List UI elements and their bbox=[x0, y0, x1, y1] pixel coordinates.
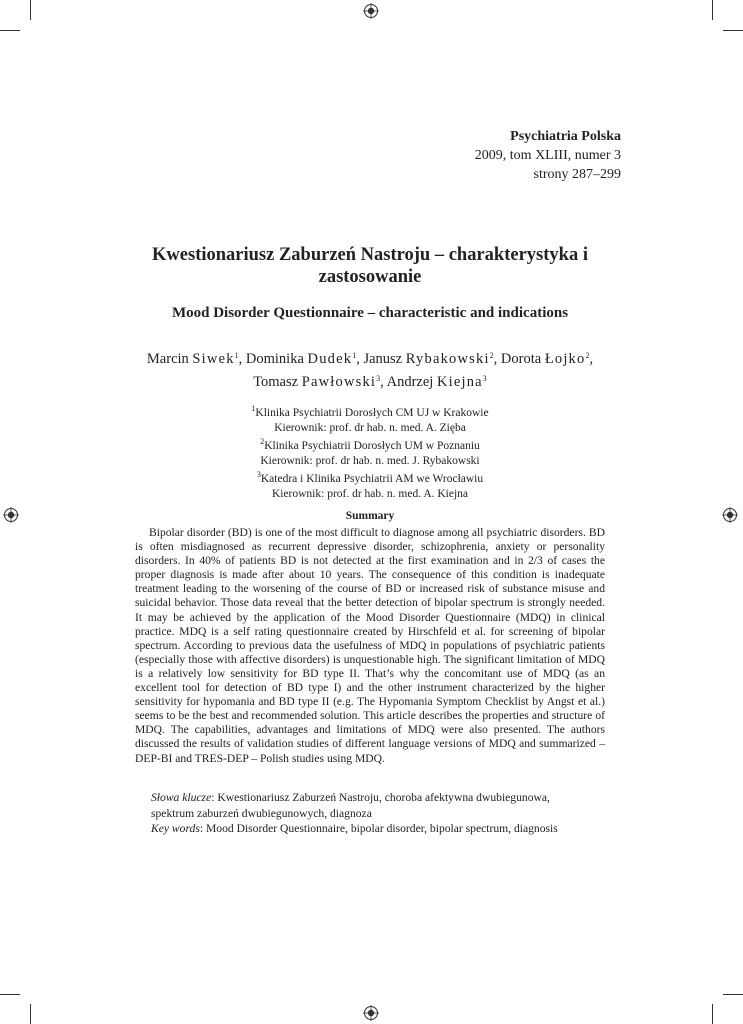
affiliation-name: $^3$Katedra i Klinika Psychiatrii AM we Wrocławiu bbox=[256, 470, 484, 485]
registration-target-icon bbox=[3, 507, 19, 523]
crop-mark bbox=[712, 1004, 713, 1024]
crop-mark bbox=[723, 994, 743, 995]
affiliation-name: $^1$Klinika Psychiatrii Dorosłych CM UJ w Krakowie bbox=[251, 404, 489, 419]
keywords-polish: Słowa klucze: Kwestionariusz Zaburzeń Nastroju, choroba afektywna dwubiegunowa, bbox=[151, 791, 550, 804]
article-subtitle: Mood Disorder Questionnaire – characteristic and indications bbox=[171, 305, 569, 321]
author: Dominika Dudek$^1$ bbox=[245, 351, 357, 367]
crop-mark bbox=[0, 30, 20, 31]
journal-header bbox=[475, 127, 621, 184]
author: Tomasz Pawłowski$^3$ bbox=[253, 374, 381, 390]
affiliations bbox=[170, 402, 570, 501]
author: Marcin Siwek$^1$ bbox=[146, 351, 239, 367]
keywords-polish-cont: spektrum zaburzeń dwubiegunowych, diagnoza bbox=[151, 806, 372, 820]
registration-target-icon bbox=[363, 1005, 379, 1021]
crop-mark bbox=[723, 30, 743, 31]
article-title: Kwestionariusz Zaburzeń Nastroju – charakterystyka i zastosowanie bbox=[152, 245, 588, 287]
summary-text: Bipolar disorder (BD) is one of the most difficult to diagnose among all psychiatric disorders. BD is often misdiagnosed as recurrent depressive disorder, schizophrenia, anxiety or personality disorders. In 40% of patients BD is not detected at the first examination and in 2/3 of cases the proper diagnosis is made after about 10 years. The consequence of this condition is inadequate treatment leading to the worsening of the course of BD or increased risk of substance misuse and suicidal behavior. Those data reveal that the better detection of bipolar spectrum is strongly needed. It may be achieved by the application of the Mood Disorder Questionnaire (MDQ) in clinical practice. MDQ is a self rating questionnaire created by Hirschfeld et al. for screening of bipolar spectrum. According to previous data the usefulness of MDQ in populations of psychiatric patients (especially those with affective disorders) is unquestionable high. The significant limitation of MDQ is a relatively low sensitivity for BD type II. That’s why the concomitant use of MDQ (as an excellent tool for detection of BD type I) and the other instrument characterized by the higher sensitivity for hypomania and BD type II (e.g. The Hypomania Symptom Checklist by Angst et al.) seems to be the best and recommended solution. This article describes the properties and structure of MDQ. The capabilities, advantages and limitations of MDQ were also presented. The authors discussed the results of validation studies of different language versions of MDQ and summarized – DEP-BI and TRES-DEP – Polish studies using MDQ. bbox=[135, 526, 605, 765]
journal-issue: 2009, tom XLIII, numer 3 bbox=[474, 148, 621, 163]
keywords-english: Key words: Mood Disorder Questionnaire, bipolar disorder, bipolar spectrum, diagnosis bbox=[151, 822, 558, 835]
summary-heading: Summary bbox=[345, 510, 395, 522]
journal-name: Psychiatria Polska bbox=[510, 129, 621, 144]
affiliation-head: Kierownik: prof. dr hab. n. med. A. Kiejna bbox=[271, 487, 469, 500]
author: Dorota Łojko$^2$ bbox=[500, 351, 590, 367]
affiliation-head: Kierownik: prof. dr hab. n. med. J. Rybakowski bbox=[260, 454, 480, 467]
crop-mark bbox=[0, 994, 20, 995]
registration-target-icon bbox=[722, 507, 738, 523]
journal-pages: strony 287–299 bbox=[533, 167, 621, 182]
crop-mark bbox=[30, 1004, 31, 1024]
author: Andrzej Kiejna$^3$ bbox=[386, 374, 487, 390]
author-list: Marcin Siwek$^1$, Dominika Dudek$^1$, Janusz Rybakowski$^2$, Dorota Łojko$^2$, Tomasz Pawłowski$^3$, Andrzej Kiejna$^3$ bbox=[146, 351, 594, 390]
affiliation-name: $^2$Klinika Psychiatrii Dorosłych UM w Poznaniu bbox=[260, 437, 480, 452]
author: Janusz Rybakowski$^2$ bbox=[363, 351, 494, 367]
crop-mark bbox=[30, 0, 31, 20]
crop-mark bbox=[712, 0, 713, 20]
registration-target-icon bbox=[363, 3, 379, 19]
affiliation-head: Kierownik: prof. dr hab. n. med. A. Zięba bbox=[274, 421, 466, 434]
keywords bbox=[151, 790, 611, 837]
